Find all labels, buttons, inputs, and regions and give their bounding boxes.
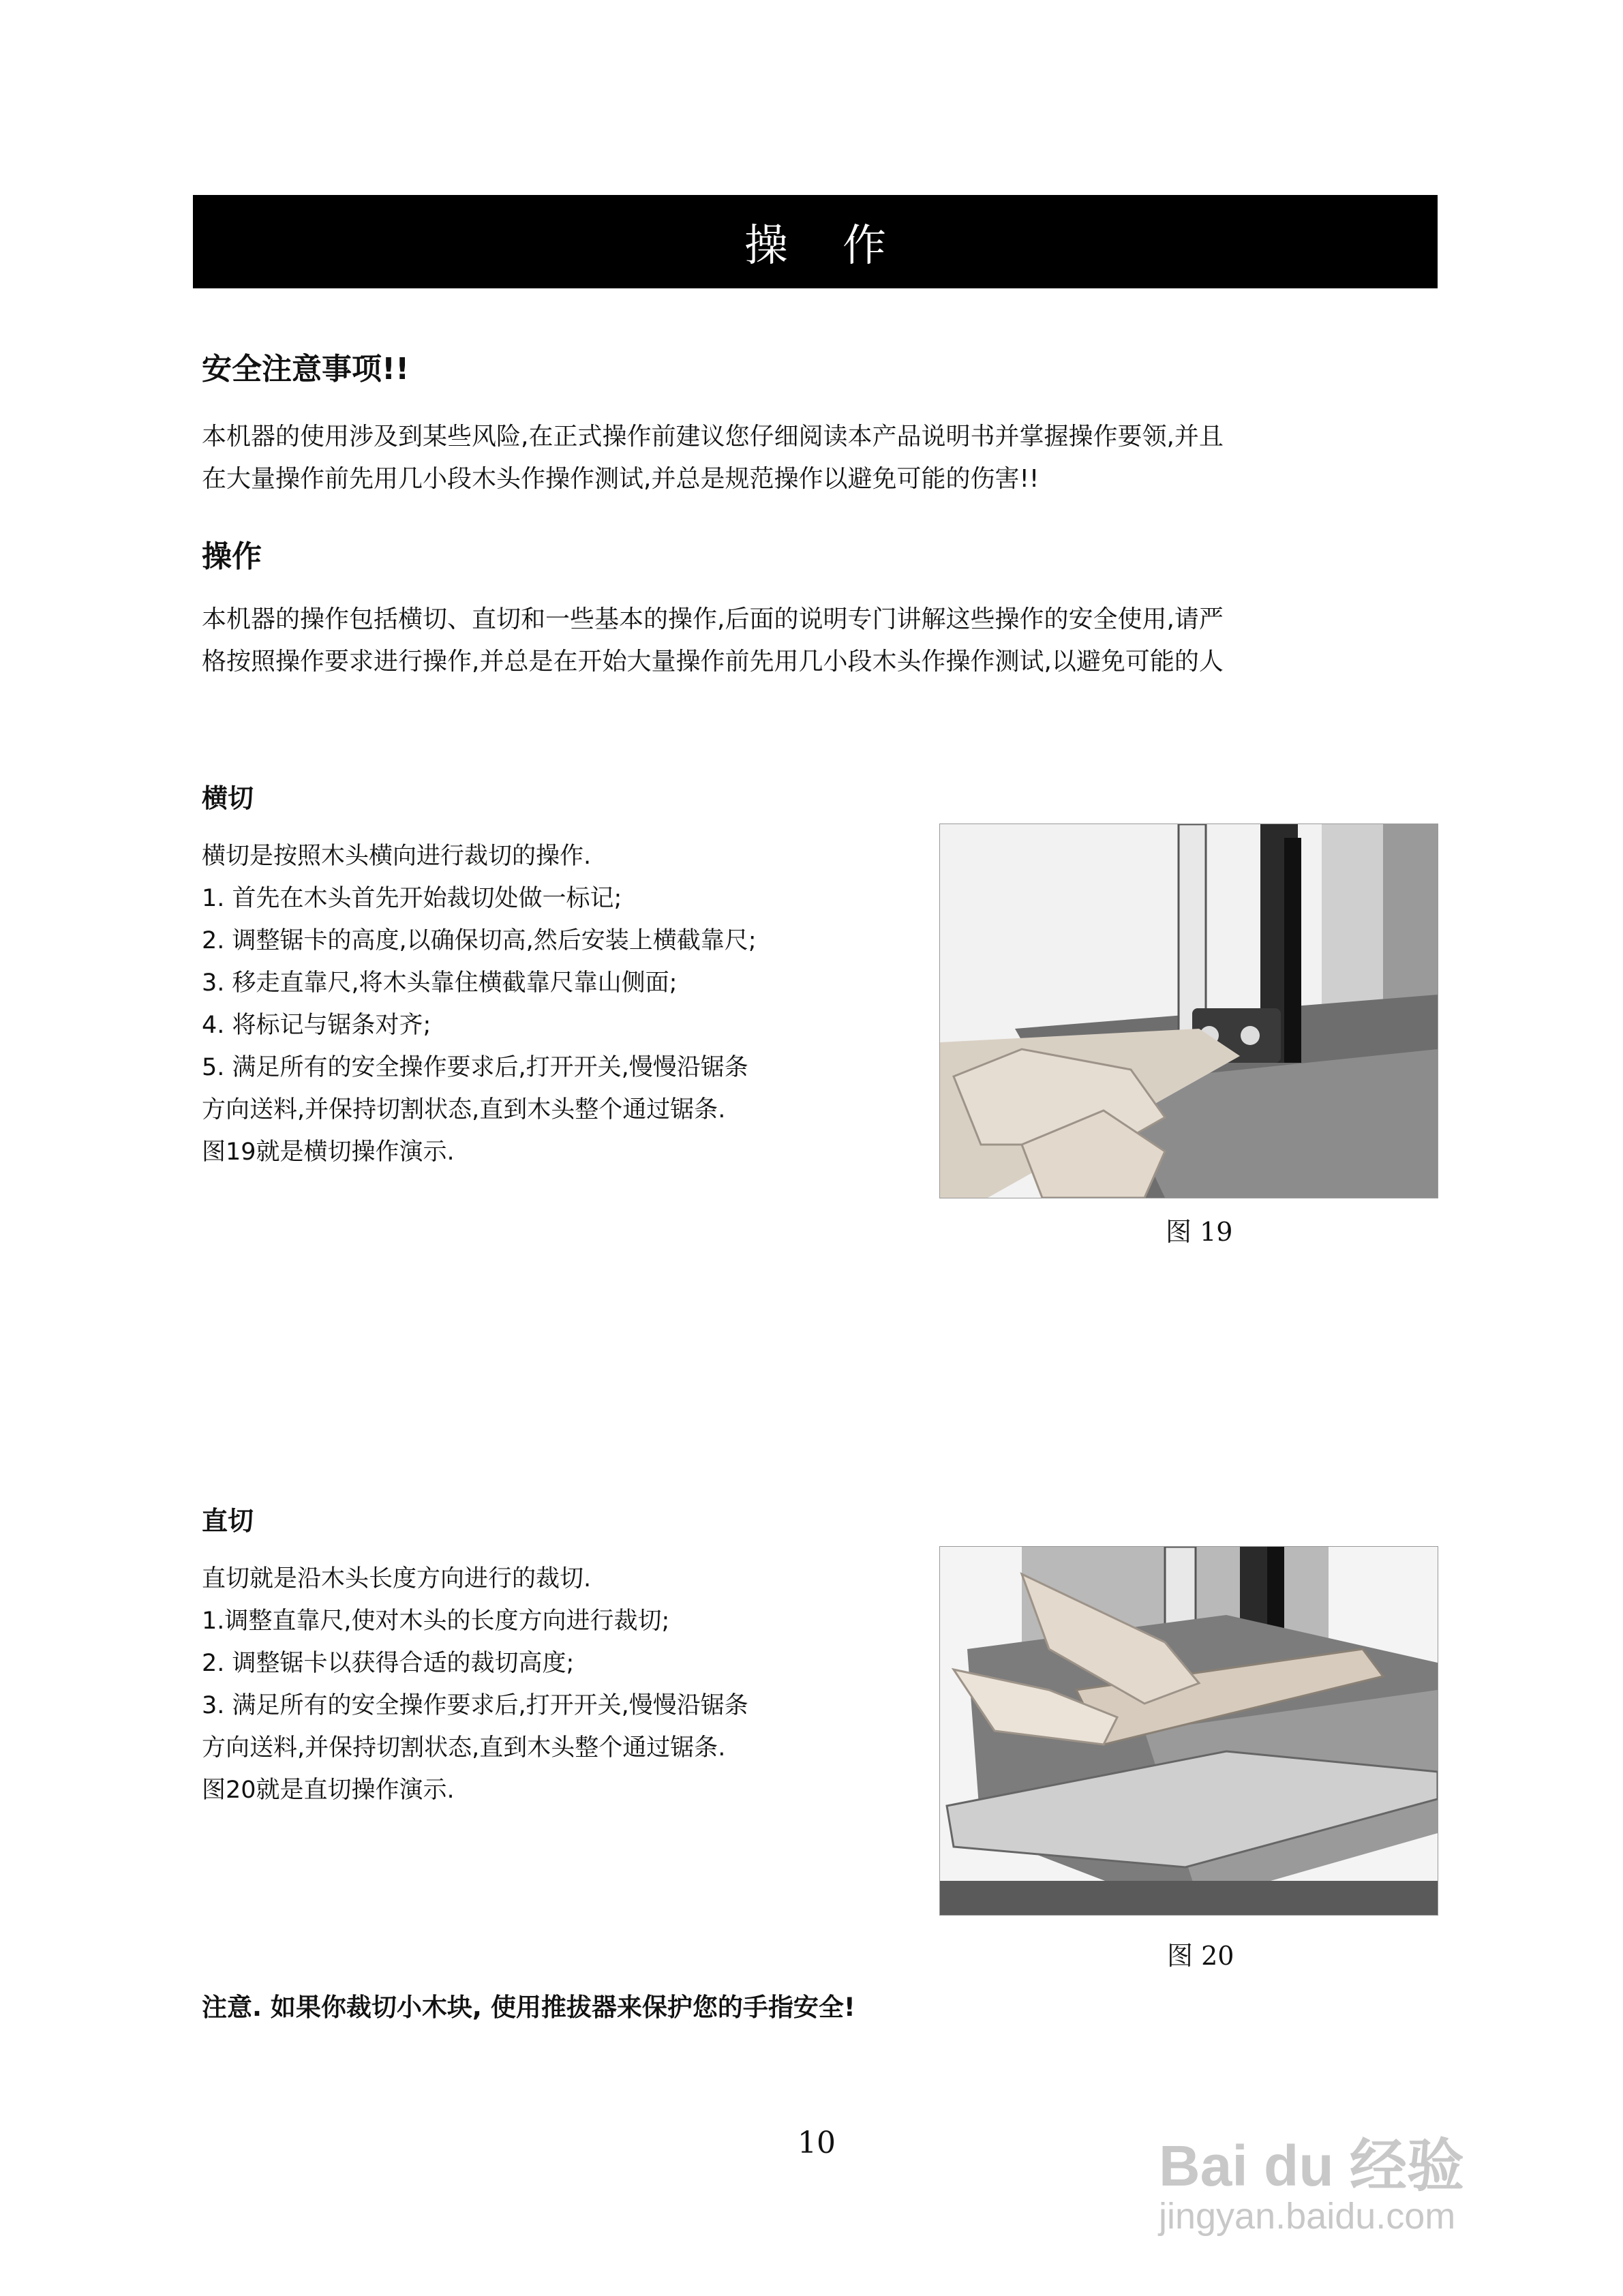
bandsaw-rip-illustration [940,1547,1438,1915]
operation-paragraph [202,599,1449,683]
crosscut-line: 2. 调整锯卡的高度,以确保切高,然后安装上横截靠尺; [202,927,757,954]
rip-heading: 直切 [202,1506,254,1536]
crosscut-line: 4. 将标记与锯条对齐; [202,1012,431,1039]
rip-line: 图20就是直切操作演示. [202,1777,455,1804]
rip-steps [202,1558,924,1811]
operation-line: 格按照操作要求进行操作,并总是在开始大量操作前先用几小段木头作操作测试,以避免可能的人 [202,648,1224,676]
rip-line: 3. 满足所有的安全操作要求后,打开开关,慢慢沿锯条 [202,1692,748,1719]
figure-20-photo [939,1546,1438,1916]
safety-note: 注意. 如果你裁切小木块, 使用推拔器来保护您的手指安全! [202,1993,855,2022]
rip-line: 2. 调整锯卡以获得合适的裁切高度; [202,1650,575,1677]
operation-heading: 操作 [202,539,262,574]
crosscut-line: 横切是按照木头横向进行裁切的操作. [202,843,592,870]
operation-line: 本机器的操作包括横切、直切和一些基本的操作,后面的说明专门讲解这些操作的安全使用,请严 [202,605,1224,633]
figure-19-photo [939,824,1438,1198]
figure-19-caption: 图 19 [1166,1217,1233,1247]
safety-line: 本机器的使用涉及到某些风险,在正式操作前建议您仔细阅读本产品说明书并掌握操作要领,并且 [202,423,1224,451]
safety-heading: 安全注意事项!! [202,352,410,387]
crosscut-line: 方向送料,并保持切割状态,直到木头整个通过锯条. [202,1096,726,1123]
crosscut-line: 3. 移走直靠尺,将木头靠住横截靠尺靠山侧面; [202,969,678,997]
section-header [193,195,1438,288]
page-number: 10 [798,2126,836,2160]
rip-line: 方向送料,并保持切割状态,直到木头整个通过锯条. [202,1734,726,1762]
bandsaw-crosscut-illustration [940,824,1438,1198]
crosscut-line: 5. 满足所有的安全操作要求后,打开开关,慢慢沿锯条 [202,1054,748,1081]
figure-20-caption: 图 20 [1167,1941,1234,1971]
safety-line: 在大量操作前先用几小段木头作操作测试,并总是规范操作以避免可能的伤害!! [202,465,1040,493]
crosscut-heading: 横切 [202,783,254,813]
crosscut-steps [202,835,924,1173]
safety-paragraph [202,416,1449,500]
rip-line: 1.调整直靠尺,使对木头的长度方向进行裁切; [202,1607,670,1635]
crosscut-line: 1. 首先在木头首先开始裁切处做一标记; [202,885,622,912]
section-title: 操作 [744,220,941,271]
crosscut-line: 图19就是横切操作演示. [202,1138,455,1166]
rip-line: 直切就是沿木头长度方向进行的裁切. [202,1565,592,1592]
watermark-url: jingyan.baidu.com [1159,2196,1456,2237]
watermark-brand: Bai du 经验 [1159,2134,1465,2198]
